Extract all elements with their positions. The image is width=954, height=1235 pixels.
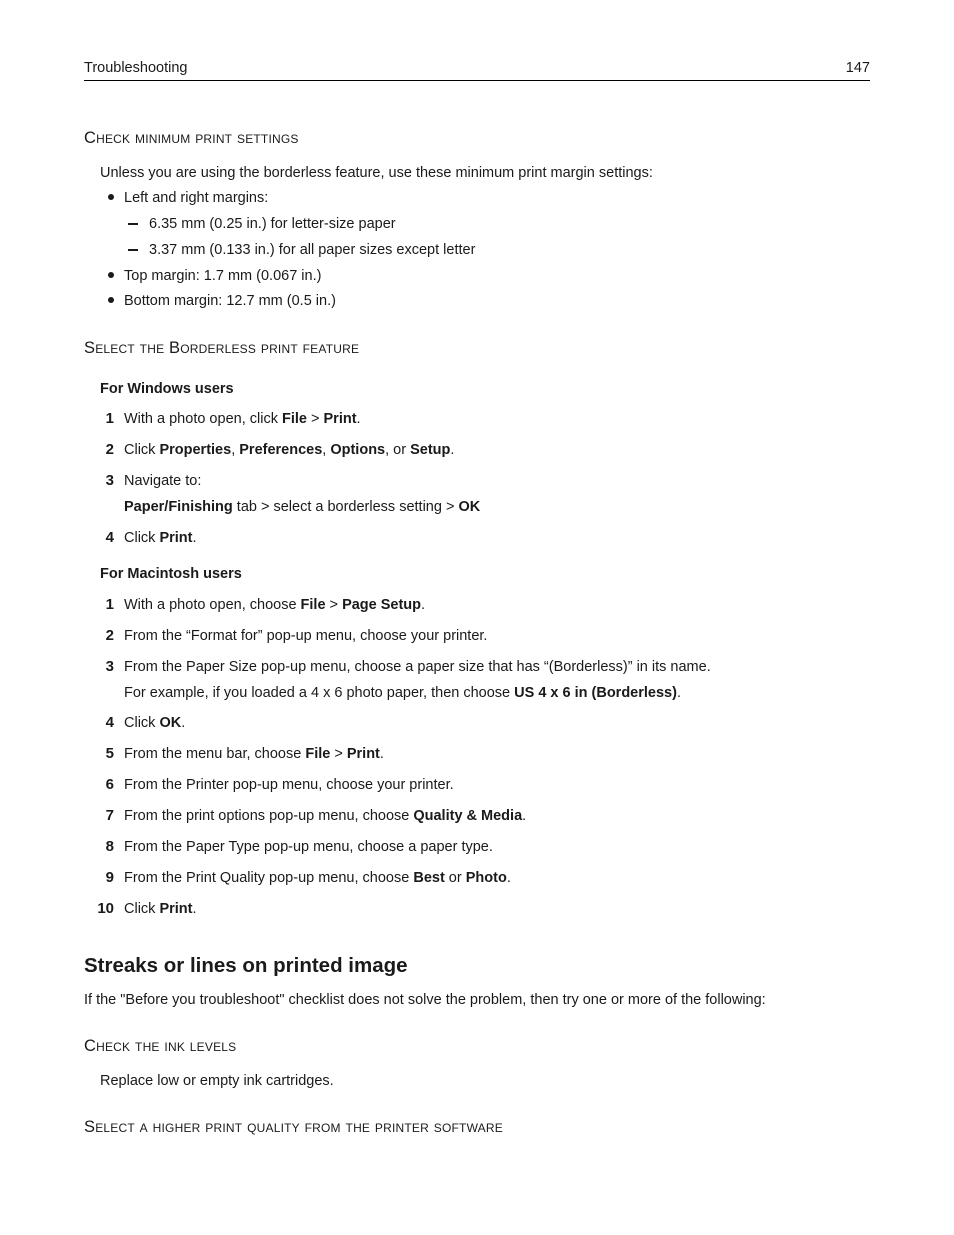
subheading-macintosh: For Macintosh users <box>100 566 242 582</box>
step-detail: Paper/Finishing tab > select a borderless setting > OK <box>124 499 481 515</box>
step-detail: For example, if you loaded a 4 x 6 photo paper, then choose US 4 x 6 in (Borderless). <box>124 685 681 701</box>
step-text: From the Paper Size pop-up menu, choose a paper size that has “(Borderless)” in its name. <box>124 659 711 675</box>
step-number: 3 <box>105 658 114 675</box>
step-text: From the Paper Type pop-up menu, choose a paper type. <box>124 839 493 855</box>
step-text: From the “Format for” pop-up menu, choose your printer. <box>124 628 488 644</box>
bullet-icon <box>108 272 114 278</box>
step-text: From the print options pop-up menu, choose Quality & Media. <box>124 808 527 824</box>
step-text: From the Print Quality pop-up menu, choose Best or Photo. <box>124 870 511 886</box>
step-text: Navigate to: <box>124 473 202 489</box>
list-item: 3.37 mm (0.133 in.) for all paper sizes except letter <box>149 242 476 258</box>
dash-icon <box>128 249 138 251</box>
step-number: 2 <box>105 441 114 458</box>
step-text: Click Print. <box>124 901 197 917</box>
heading-higher-print-quality: Select a higher print quality from the printer software <box>84 1118 503 1136</box>
step-text: Click Properties, Preferences, Options, or Setup. <box>124 442 455 458</box>
heading-check-minimum-print-settings: Check minimum print settings <box>84 129 299 147</box>
page-header <box>84 58 870 81</box>
heading-check-ink-levels: Check the ink levels <box>84 1037 237 1055</box>
step-number: 5 <box>105 745 114 762</box>
step-number: 8 <box>105 838 114 855</box>
paragraph-intro: If the "Before you troubleshoot" checklist does not solve the problem, then try one or more of the following: <box>84 992 766 1008</box>
step-number: 1 <box>105 596 114 613</box>
step-number: 6 <box>105 776 114 793</box>
step-number: 1 <box>105 410 114 427</box>
list-item: Top margin: 1.7 mm (0.067 in.) <box>124 268 322 284</box>
paragraph-ink: Replace low or empty ink cartridges. <box>100 1073 334 1089</box>
step-number: 2 <box>105 627 114 644</box>
step-number: 4 <box>105 714 114 731</box>
page-number: 147 <box>845 60 870 76</box>
step-number: 10 <box>97 900 114 917</box>
list-item: 6.35 mm (0.25 in.) for letter-size paper <box>149 216 396 232</box>
step-number: 7 <box>105 807 114 824</box>
list-item: Bottom margin: 12.7 mm (0.5 in.) <box>124 293 336 309</box>
bullet-icon <box>108 297 114 303</box>
step-text: Click OK. <box>124 715 186 731</box>
step-number: 4 <box>105 529 114 546</box>
step-text: Click Print. <box>124 530 197 546</box>
step-text: With a photo open, choose File > Page Setup. <box>124 597 426 613</box>
heading-streaks-or-lines: Streaks or lines on printed image <box>84 954 408 977</box>
list-item: Left and right margins: <box>124 190 269 206</box>
section-name: Troubleshooting <box>84 60 188 76</box>
step-number: 9 <box>105 869 114 886</box>
dash-icon <box>128 223 138 225</box>
step-text: From the Printer pop-up menu, choose your printer. <box>124 777 454 793</box>
step-text: With a photo open, click File > Print. <box>124 411 361 427</box>
paragraph-intro: Unless you are using the borderless feature, use these minimum print margin settings: <box>100 165 653 181</box>
heading-select-borderless: Select the Borderless print feature <box>84 339 360 357</box>
step-text: From the menu bar, choose File > Print. <box>124 746 384 762</box>
bullet-icon <box>108 194 114 200</box>
subheading-windows: For Windows users <box>100 381 234 397</box>
step-number: 3 <box>105 472 114 489</box>
